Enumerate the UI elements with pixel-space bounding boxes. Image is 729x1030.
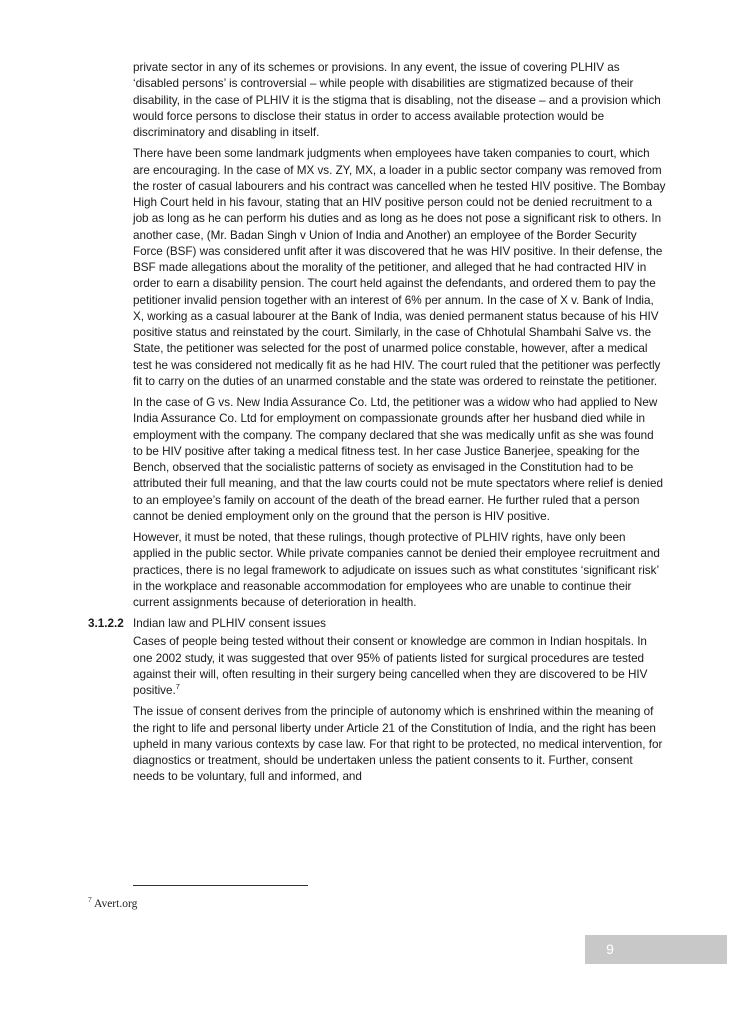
paragraph-consent-autonomy: The issue of consent derives from the principle of autonomy which is enshrined within the meaning of the right to life and personal liberty under Article 21 of the Constitution of India, and the right has been upheld in many various contexts by case law. For that right to be protected, no medical intervention, for diagnostics or treatment, should be undertaken unless the patient consents to it. Further, consent needs to be voluntary, full and informed, and xyxy=(133,705,663,784)
footnote xyxy=(88,895,138,910)
paragraph-consent-testing xyxy=(133,634,666,699)
paragraph-public-sector-note: However, it must be noted, that these rulings, though protective of PLHIV rights, have only been applied in the public sector. While private companies cannot be denied their employee recruitment and practices, there is no legal framework to adjudicate on issues such as what constitutes ‘significant risk’ in the workplace and reasonable accommodation for employees who are unable to continue their current assignments because of deterioration in health. xyxy=(133,531,660,609)
body-text xyxy=(88,60,666,791)
paragraph-landmark-judgments: There have been some landmark judgments when employees have taken companies to court, which are encouraging. In the case of MX vs. ZY, MX, a loader in a public sector company was removed from the roster of casual labourers and his contract was cancelled when he tested HIV positive. The Bombay High Court held in his favour, stating that an HIV positive person could not be denied recruitment to a job as long as he can perform his duties and as long as he does not pose a significant risk to others. In another case, (Mr. Badan Singh v Union of India and Another) an employee of the Border Security Force (BSF) was considered unfit after it was discovered that he was HIV positive. In their defense, the BSF made allegations about the morality of the petitioner, and alleged that he had contracted HIV in order to earn a disability pension. The court held against the defendants, and ordered them to pay the petitioner invalid pension together with an interest of 6% per annum. In the case of X v. Bank of India, X, working as a casual labourer at the Bank of India, was denied permanent status because of his HIV positive status and reinstated by the court. Similarly, in the case of Chhotulal Shambahi Salve vs. the State, the petitioner was selected for the post of unarmed police constable, however, after a medical test he was considered not medically fit as he had HIV. The court ruled that the petitioner was perfectly fit to carry on the duties of an unarmed constable and the state was ordered to reinstate the petitioner. xyxy=(133,147,666,388)
page-number-box xyxy=(585,935,727,964)
section-heading xyxy=(88,616,666,632)
paragraph-consent-testing-text: Cases of people being tested without their consent or knowledge are common in Indian hospitals. In one 2002 study, it was suggested that over 95% of patients listed for surgical procedures are tested against their will, often resulting in their surgery being cancelled when they are discovered to be HIV positive. xyxy=(133,635,648,697)
footnote-separator xyxy=(133,885,308,886)
paragraph-new-india-assurance: In the case of G vs. New India Assurance Co. Ltd, the petitioner was a widow who had applied to New India Assurance Co. Ltd for employment on compassionate grounds after her husband died while in employment with the company. The company declared that she was medically unfit as she was found to be HIV positive after taking a medical fitness test. In her case Justice Banerjee, speaking for the Bench, observed that the socialistic patterns of society as envisaged in the Constitution had to be attributed their full meaning, and that the law courts could not be mute spectators where relief is denied to an employee’s family on account of the death of the bread earner. He further ruled that a person cannot be denied employment only on the ground that the person is HIV positive. xyxy=(133,396,663,523)
section-title: Indian law and PLHIV consent issues xyxy=(133,617,326,631)
section-number: 3.1.2.2 xyxy=(88,617,124,631)
footnote-reference[interactable]: 7 xyxy=(175,682,180,692)
paragraph-disabled-persons: private sector in any of its schemes or provisions. In any event, the issue of covering PLHIV as ‘disabled persons’ is controversial – while people with disabilities are stigmatized because of their disability, in the case of PLHIV it is the stigma that is disabling, not the disease – and a provision which would force persons to disclose their status in order to access available protection would be discriminatory and disabling in itself. xyxy=(133,61,661,139)
page-number: 9 xyxy=(606,941,614,957)
footnote-text: Avert.org xyxy=(94,898,138,910)
footnote-marker: 7 xyxy=(88,895,92,905)
